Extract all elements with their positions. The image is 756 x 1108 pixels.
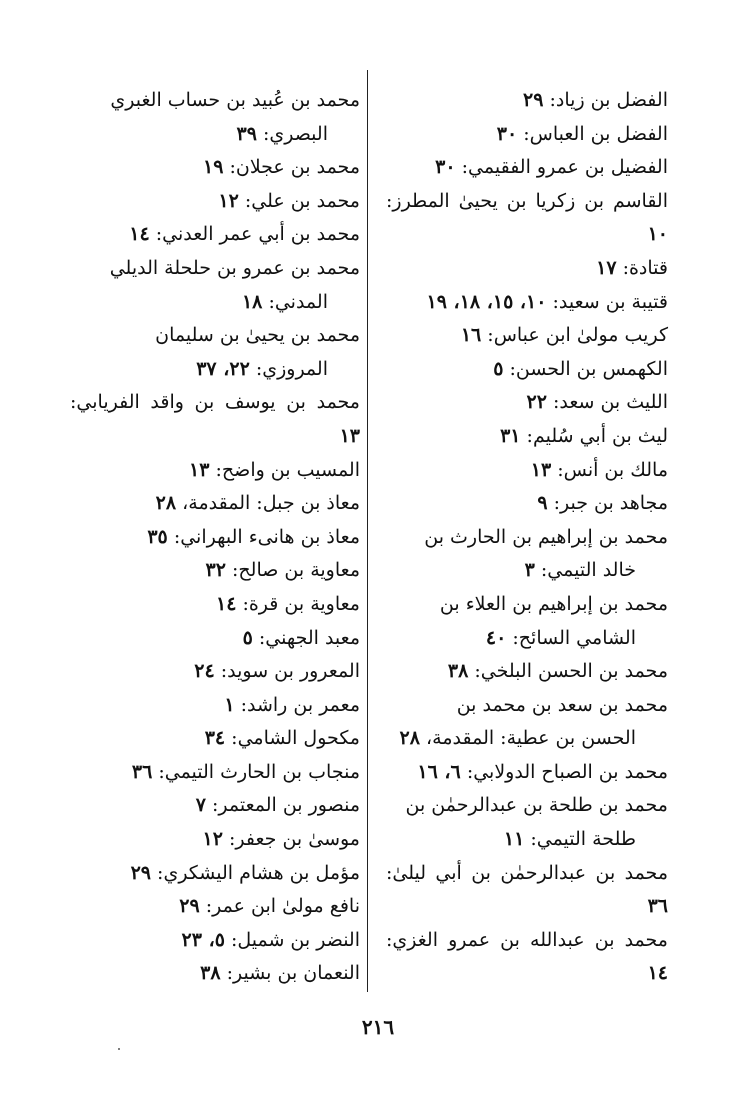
entry-name: المعرور بن سويد:	[220, 660, 360, 683]
index-entry	[386, 924, 668, 991]
entry-name: مجاهد بن جبر:	[553, 492, 668, 515]
index-entry	[70, 890, 360, 924]
entry-continuation	[386, 823, 668, 857]
index-entry	[386, 319, 668, 353]
entry-name: الفضيل بن عمرو الفقيمي:	[461, 156, 668, 179]
entry-page-numbers: ٥	[493, 357, 504, 380]
index-entry	[70, 722, 360, 756]
entry-name: معاوية بن صالح:	[232, 559, 360, 582]
index-entry	[386, 386, 668, 420]
entry-name: القاسم بن زكريا بن يحيىٰ المطرز:	[386, 189, 668, 212]
entry-name: معبد الجهني:	[258, 626, 360, 649]
entry-name: محمد بن عُبيد بن حساب الغبري	[110, 89, 360, 111]
entry-name: الكهمس بن الحسن:	[509, 357, 668, 380]
index-entry	[386, 420, 668, 454]
entry-page-numbers: ٣٦	[647, 895, 668, 918]
index-entry	[70, 857, 360, 891]
entry-name: محمد بن سعد بن محمد بن	[456, 693, 668, 716]
entry-name: قتيبة بن سعيد:	[552, 290, 668, 313]
entry-name: ليث بن أبي سُليم:	[526, 424, 668, 447]
index-entry	[70, 218, 360, 252]
index-entry	[386, 789, 668, 856]
entry-name: معاذ بن جبل: المقدمة،	[182, 492, 360, 515]
entry-page-numbers: ٣٨	[200, 962, 221, 985]
entry-name: موسىٰ بن جعفر:	[229, 828, 360, 851]
entry-name: منصور بن المعتمر:	[211, 794, 360, 817]
entry-continuation-text: المروزي:	[255, 357, 328, 380]
entry-name: الفضل بن العباس:	[523, 122, 668, 145]
index-entry	[70, 151, 360, 185]
entry-continuation	[70, 118, 360, 152]
entry-continuation-text: البصري:	[262, 122, 328, 145]
index-entry	[386, 487, 668, 521]
index-entry	[70, 487, 360, 521]
entry-continuation	[70, 353, 360, 387]
entry-page-numbers: ٦، ١٦	[417, 760, 461, 783]
entry-continuation	[386, 722, 668, 756]
index-entry	[386, 84, 668, 118]
index-entry	[70, 554, 360, 588]
index-entry	[70, 185, 360, 219]
entry-name: قتادة:	[622, 256, 668, 279]
entry-name: منجاب بن الحارث التيمي:	[158, 760, 360, 783]
index-entry	[70, 84, 360, 151]
entry-name: محمد بن عبدالرحمٰن بن أبي ليلىٰ:	[386, 861, 668, 884]
entry-name: محمد بن الصباح الدولابي:	[466, 760, 668, 783]
entry-name: محمد بن إبراهيم بن الحارث بن	[424, 525, 668, 548]
entry-page-numbers: ٣٤	[204, 727, 226, 750]
entry-page-numbers: ٧	[195, 794, 206, 817]
entry-page-numbers: ٣٢	[205, 559, 226, 582]
entry-page-numbers: ١١	[503, 828, 525, 851]
entry-page-numbers: ٥	[242, 626, 253, 649]
entry-name: محمد بن عجلان:	[229, 156, 360, 179]
entry-page-numbers: ٢٩	[179, 895, 200, 918]
entry-name: النعمان بن بشير:	[226, 962, 360, 985]
index-entry	[70, 454, 360, 488]
index-entry	[386, 689, 668, 756]
index-entry	[386, 454, 668, 488]
index-entry	[70, 789, 360, 823]
entry-name: نافع مولىٰ ابن عمر:	[205, 895, 360, 918]
entry-page-numbers: ١٢	[218, 189, 239, 212]
entry-name: الفضل بن زياد:	[549, 89, 668, 111]
entry-page-numbers: ٢٢	[526, 391, 547, 414]
entry-page-numbers: ٥، ٢٣	[181, 928, 225, 951]
index-entry	[386, 521, 668, 588]
entry-name: النضر بن شميل:	[230, 928, 360, 951]
entry-page-numbers: ٣١	[500, 424, 521, 447]
entry-page-numbers: ٢٨	[155, 492, 177, 515]
entry-page-numbers: ٢٩	[130, 861, 151, 884]
entry-name: معمر بن راشد:	[240, 693, 360, 716]
entry-name: محمد بن أبي عمر العدني:	[155, 223, 360, 246]
entry-page-numbers: ٢٩	[523, 89, 544, 111]
index-entry	[70, 588, 360, 622]
entry-page-numbers: ٢٨	[399, 727, 420, 750]
entry-page-numbers: ١٤	[215, 592, 237, 615]
entry-page-numbers: ٣٦	[131, 760, 153, 783]
entry-page-numbers: ٢٤	[194, 660, 215, 683]
entry-page-numbers: ١٣	[530, 458, 552, 481]
index-entry	[386, 857, 668, 924]
index-column-left	[70, 84, 360, 991]
index-entry	[386, 185, 668, 252]
entry-name: مكحول الشامي:	[231, 727, 360, 750]
index-entry	[386, 353, 668, 387]
entry-name: معاوية بن قرة:	[242, 592, 360, 615]
entry-page-numbers: ١٣	[189, 458, 210, 481]
entry-page-numbers: ٣٠	[435, 156, 456, 179]
entry-page-numbers: ١٠، ١٥، ١٨، ١٩	[426, 290, 547, 313]
entry-name: محمد بن يحيىٰ بن سليمان	[155, 324, 360, 347]
entry-page-numbers: ١٨	[241, 290, 263, 313]
entry-page-numbers: ٣٥	[147, 525, 168, 548]
entry-page-numbers: ٣٩	[236, 122, 257, 145]
index-column-right	[386, 84, 668, 991]
index-entry	[386, 286, 668, 320]
entry-continuation	[386, 622, 668, 656]
entry-page-numbers: ٤٠	[485, 626, 507, 649]
entry-name: محمد بن الحسن البلخي:	[474, 660, 668, 683]
entry-continuation-text: طلحة التيمي:	[530, 828, 636, 851]
index-entry	[386, 756, 668, 790]
index-entry	[70, 756, 360, 790]
scan-speck	[118, 1048, 120, 1050]
entry-name: محمد بن علي:	[244, 189, 360, 212]
entry-name: محمد بن طلحة بن عبدالرحمٰن بن	[405, 794, 668, 817]
entry-page-numbers: ٩	[537, 492, 548, 515]
entry-name: معاذ بن هانىء البهراني:	[173, 525, 360, 548]
entry-continuation	[70, 286, 360, 320]
entry-page-numbers: ٣	[524, 559, 535, 582]
index-entry	[386, 151, 668, 185]
entry-name: مؤمل بن هشام اليشكري:	[157, 861, 360, 884]
entry-name: المسيب بن واضح:	[215, 458, 360, 481]
entry-page-numbers: ٣٨	[447, 660, 469, 683]
entry-continuation-text: المدني:	[268, 290, 328, 313]
index-entry	[386, 588, 668, 655]
entry-continuation-text: الحسن بن عطية: المقدمة،	[426, 727, 636, 750]
entry-page-numbers: ١٢	[202, 828, 223, 851]
entry-page-numbers: ٣٠	[496, 122, 518, 145]
entry-name: الليث بن سعد:	[552, 391, 668, 414]
column-divider	[367, 70, 368, 992]
entry-page-numbers: ١٠	[647, 223, 668, 246]
index-entry	[70, 521, 360, 555]
entry-continuation-text: الشامي السائح:	[512, 626, 636, 649]
entry-name: مالك بن أنس:	[557, 458, 668, 481]
index-entry	[386, 252, 668, 286]
index-entry	[70, 823, 360, 857]
index-entry	[70, 386, 360, 453]
index-entry	[70, 622, 360, 656]
entry-name: محمد بن يوسف بن واقد الفريابي:	[70, 391, 360, 414]
entry-name: محمد بن عبدالله بن عمرو الغزي:	[386, 928, 668, 951]
entry-page-numbers: ١٦	[460, 324, 482, 347]
entry-page-numbers: ١	[224, 693, 235, 716]
index-entry	[70, 319, 360, 386]
entry-page-numbers: ٢٢، ٣٧	[196, 357, 250, 380]
index-entry	[70, 252, 360, 319]
entry-continuation-text: خالد التيمي:	[540, 559, 636, 582]
entry-page-numbers: ١٧	[596, 256, 617, 279]
entry-page-numbers: ١٤	[647, 962, 668, 985]
index-entry	[70, 655, 360, 689]
index-entry	[386, 655, 668, 689]
index-entry	[386, 118, 668, 152]
page-number: ٢١٦	[361, 1015, 395, 1039]
index-entry	[70, 957, 360, 991]
entry-page-numbers: ١٤	[129, 223, 150, 246]
entry-name: محمد بن عمرو بن حلحلة الديلي	[109, 256, 360, 279]
index-entry	[70, 924, 360, 958]
entry-page-numbers: ١٩	[203, 156, 224, 179]
entry-name: محمد بن إبراهيم بن العلاء بن	[439, 592, 668, 615]
entry-page-numbers: ١٣	[339, 424, 360, 447]
entry-continuation	[386, 554, 668, 588]
index-entry	[70, 689, 360, 723]
entry-name: كريب مولىٰ ابن عباس:	[487, 324, 668, 347]
